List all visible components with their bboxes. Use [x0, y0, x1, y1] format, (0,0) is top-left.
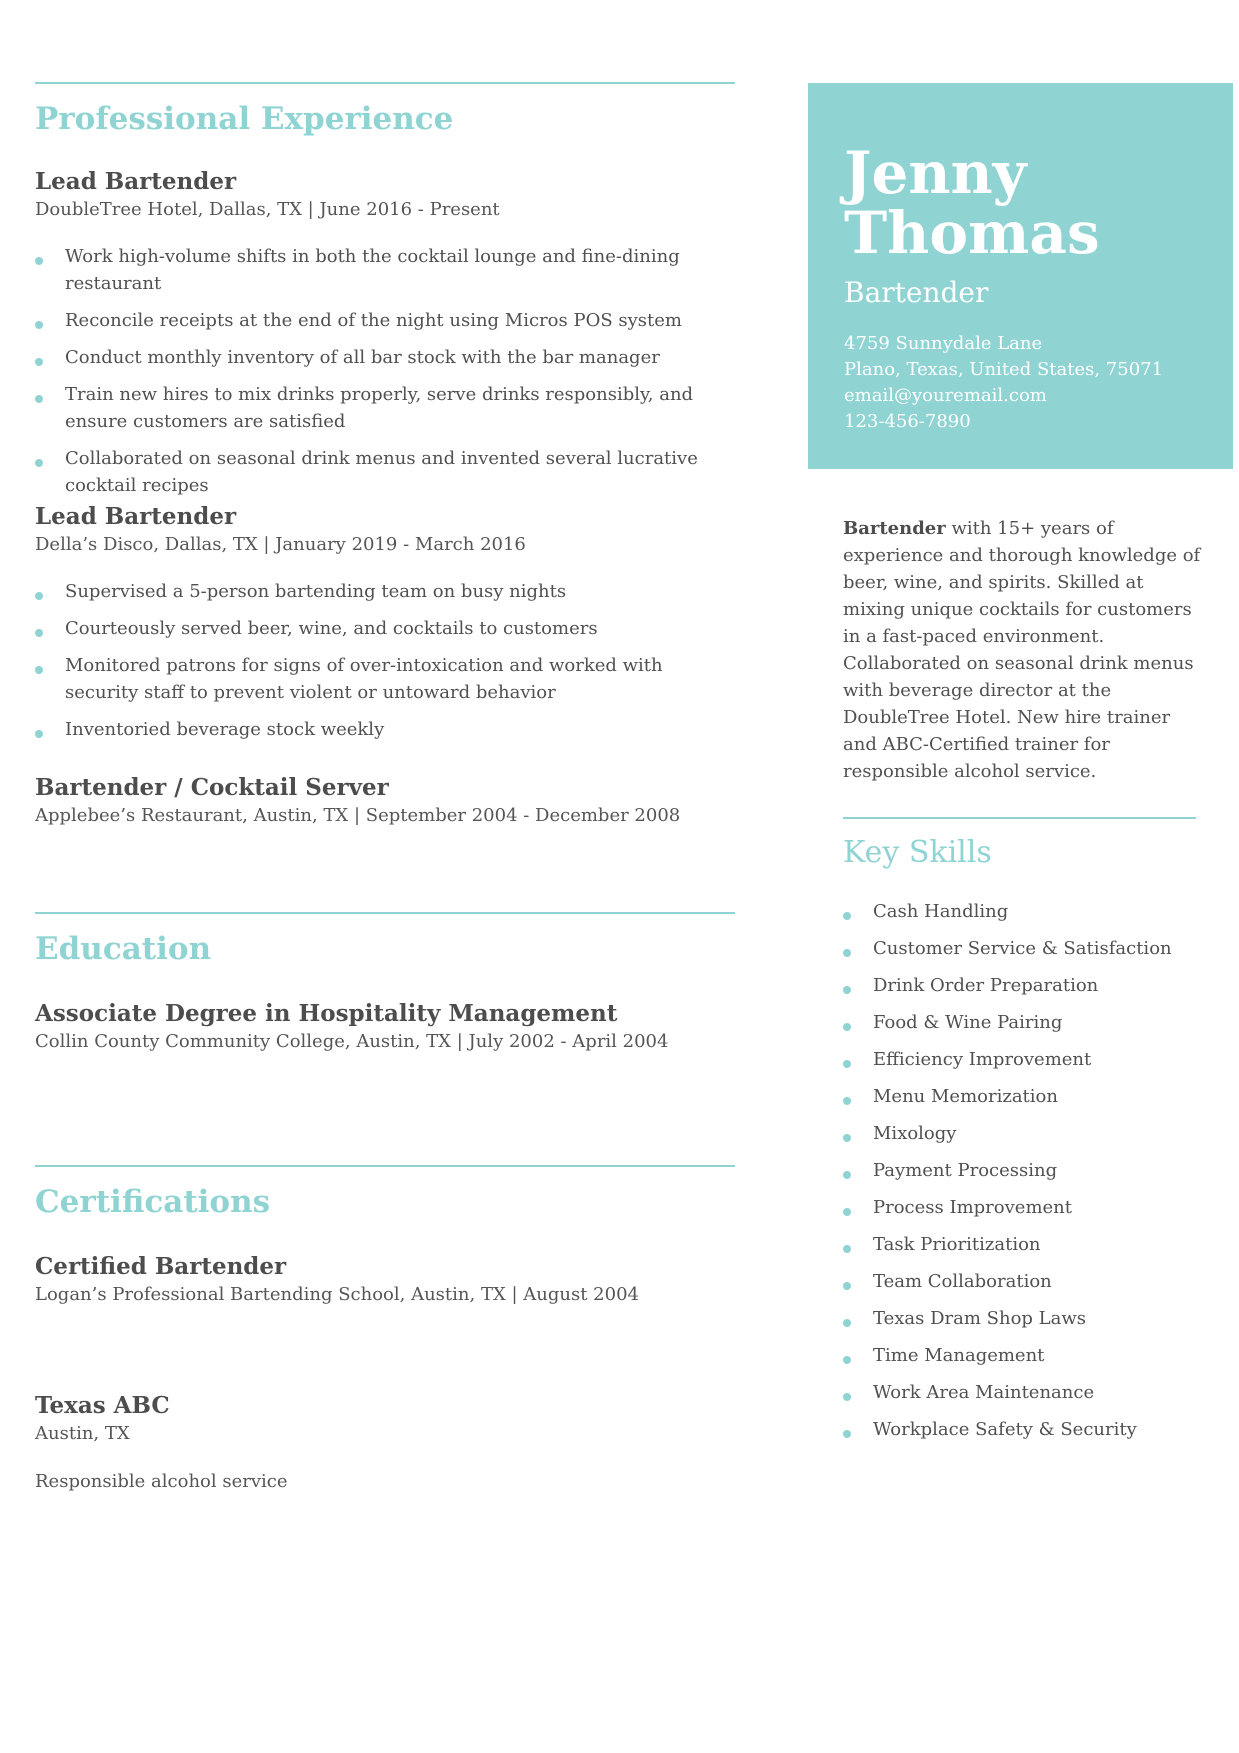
contact-info [844, 331, 1163, 435]
bullet-icon [843, 1171, 851, 1179]
list-item: Process Improvement [843, 1194, 1223, 1221]
email-text: email@youremail.com [844, 385, 1047, 406]
certification-meta: Logan’s Professional Bartending School, Austin, TX | August 2004 [35, 1284, 639, 1305]
list-item: Reconcile receipts at the end of the night using Micros POS system [35, 307, 735, 334]
section-divider [35, 1165, 735, 1167]
list-item: Food & Wine Pairing [843, 1009, 1223, 1036]
list-item: Texas Dram Shop Laws [843, 1305, 1223, 1332]
job-entry [35, 502, 735, 753]
certification-entry [35, 1391, 735, 1495]
job-bullets [35, 243, 735, 499]
list-item: Efficiency Improvement [843, 1046, 1223, 1073]
list-item: Customer Service & Satisfaction [843, 935, 1223, 962]
list-item: Workplace Safety & Security [843, 1416, 1223, 1443]
bullet-icon [843, 1097, 851, 1105]
certification-title: Texas ABC [35, 1392, 170, 1419]
list-item: Team Collaboration [843, 1268, 1223, 1295]
list-item: Courteously served beer, wine, and cocktails to customers [35, 615, 735, 642]
job-title: Lead Bartender [35, 168, 237, 195]
list-item: Conduct monthly inventory of all bar stock with the bar manager [35, 344, 735, 371]
summary-text: with 15+ years of experience and thorough knowledge of beer, wine, and spirits. Skilled at mixing unique cocktails for customers in a fast-paced environment. Collaborated on seasonal drink menus with beverage director at the DoubleTree Hotel. New hire trainer and ABC-Certified trainer for responsible alcohol service. [843, 518, 1201, 782]
education-entry [35, 999, 735, 1055]
bullet-icon [35, 395, 43, 403]
list-item: Work Area Maintenance [843, 1379, 1223, 1406]
job-meta: DoubleTree Hotel, Dallas, TX | June 2016 - Present [35, 199, 500, 220]
section-divider [35, 82, 735, 84]
summary-lead: Bartender [843, 518, 946, 539]
name-header [808, 83, 1233, 469]
bullet-icon [843, 912, 851, 920]
bullet-icon [843, 1282, 851, 1290]
certification-title: Certified Bartender [35, 1253, 287, 1280]
list-item: Inventoried beverage stock weekly [35, 716, 735, 743]
section-divider [35, 912, 735, 914]
bullet-icon [35, 666, 43, 674]
job-title: Lead Bartender [35, 503, 237, 530]
list-item: Work high-volume shifts in both the cocktail lounge and fine-dining restaurant [35, 243, 735, 297]
experience-title: Professional Experience [35, 101, 454, 137]
list-item: Monitored patrons for signs of over-intoxication and worked with security staff to prevent violent or untoward behavior [35, 652, 735, 706]
list-item: Collaborated on seasonal drink menus and invented several lucrative cocktail recipes [35, 445, 735, 499]
phone-text: 123-456-7890 [844, 411, 971, 432]
education-title: Education [35, 931, 212, 967]
certification-description: Responsible alcohol service [35, 1471, 288, 1492]
bullet-icon [843, 1208, 851, 1216]
candidate-name: Jenny Thomas [844, 139, 1100, 267]
job-bullets [35, 578, 735, 743]
bullet-icon [35, 358, 43, 366]
degree-title: Associate Degree in Hospitality Management [35, 1000, 618, 1027]
bullet-icon [843, 1356, 851, 1364]
certification-meta: Austin, TX [35, 1423, 130, 1444]
bullet-icon [843, 1134, 851, 1142]
bullet-icon [35, 257, 43, 265]
certifications-title: Certifications [35, 1184, 271, 1220]
bullet-icon [843, 1393, 851, 1401]
job-entry [35, 773, 735, 829]
bullet-icon [35, 459, 43, 467]
list-item: Drink Order Preparation [843, 972, 1223, 999]
bullet-icon [843, 1245, 851, 1253]
list-item: Payment Processing [843, 1157, 1223, 1184]
bullet-icon [843, 1319, 851, 1327]
summary-paragraph [843, 515, 1203, 785]
candidate-role: Bartender [844, 276, 989, 309]
job-meta: Applebee’s Restaurant, Austin, TX | September 2004 - December 2008 [35, 805, 681, 826]
bullet-icon [843, 1060, 851, 1068]
bullet-icon [35, 629, 43, 637]
skills-title: Key Skills [843, 835, 992, 870]
job-title: Bartender / Cocktail Server [35, 774, 389, 801]
list-item: Time Management [843, 1342, 1223, 1369]
bullet-icon [843, 1430, 851, 1438]
list-item: Mixology [843, 1120, 1223, 1147]
skills-list [843, 898, 1223, 1453]
bullet-icon [35, 592, 43, 600]
address-line: 4759 Sunnydale Lane [844, 333, 1043, 354]
list-item: Task Prioritization [843, 1231, 1223, 1258]
bullet-icon [843, 949, 851, 957]
job-entry [35, 167, 735, 509]
list-item: Cash Handling [843, 898, 1223, 925]
section-divider [843, 817, 1196, 819]
list-item: Menu Memorization [843, 1083, 1223, 1110]
job-meta: Della’s Disco, Dallas, TX | January 2019 - March 2016 [35, 534, 526, 555]
bullet-icon [843, 1023, 851, 1031]
address-line: Plano, Texas, United States, 75071 [844, 359, 1164, 380]
education-meta: Collin County Community College, Austin, TX | July 2002 - April 2004 [35, 1031, 669, 1052]
certification-entry [35, 1252, 735, 1308]
bullet-icon [35, 730, 43, 738]
bullet-icon [35, 321, 43, 329]
bullet-icon [843, 986, 851, 994]
list-item: Supervised a 5-person bartending team on busy nights [35, 578, 735, 605]
list-item: Train new hires to mix drinks properly, serve drinks responsibly, and ensure customers are satisfied [35, 381, 735, 435]
